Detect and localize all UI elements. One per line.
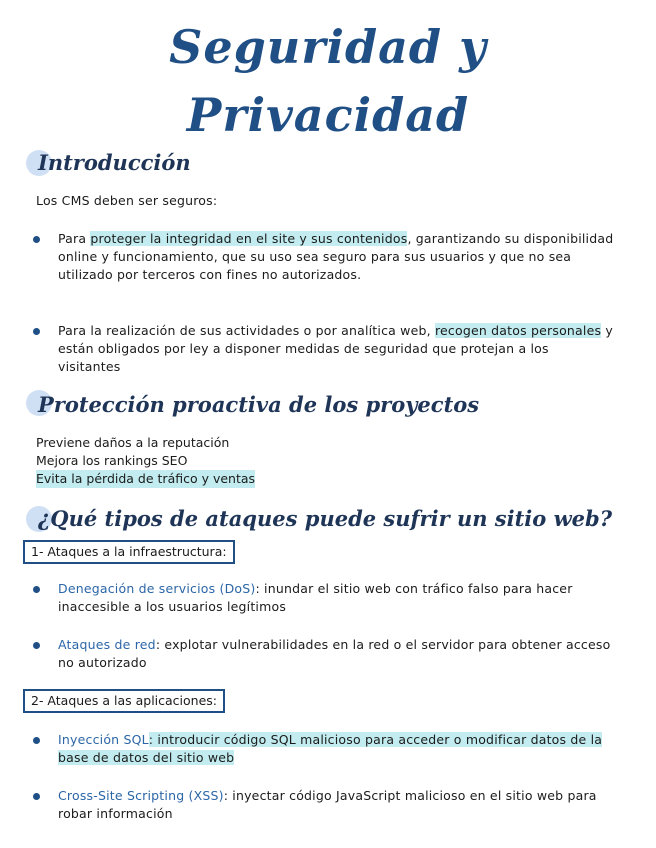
attack-category-box-apps: 2- Ataques a las aplicaciones: (23, 689, 225, 713)
bullet-text: Para la realización de sus actividades o por analítica web, (58, 323, 435, 338)
attack-item-sql (30, 731, 615, 767)
attack-term: Denegación de servicios (DoS) (58, 581, 256, 596)
bullet-text: y están obligados por ley a disponer medidas de seguridad que protejan a los visitantes (58, 323, 613, 374)
section-heading-proactive: Protección proactiva de los proyectos (38, 392, 480, 417)
proactive-line: Mejora los rankings SEO (36, 453, 188, 468)
attack-desc: : introducir código SQL malicioso para acceder o modificar datos de la base de datos del sitio web (58, 732, 603, 765)
attack-category-box-infra: 1- Ataques a la infraestructura: (23, 540, 235, 564)
intro-bullet-2 (30, 322, 615, 376)
proactive-list (36, 434, 255, 488)
bullet-text: Para (58, 231, 91, 246)
attack-term: Inyección SQL (58, 732, 149, 747)
attack-desc: : explotar vulnerabilidades en la red o el servidor para obtener acceso no autorizado (58, 637, 611, 670)
intro-list-2 (30, 322, 615, 376)
proactive-line: Previene daños a la reputación (36, 435, 230, 450)
infra-list-2 (30, 636, 615, 672)
page-title-line-1: Seguridad y (169, 20, 487, 74)
attack-item-dos (30, 580, 615, 616)
section-heading-intro: Introducción (38, 150, 191, 175)
attack-term: Cross-Site Scripting (XSS) (58, 788, 224, 803)
apps-list-2 (30, 787, 615, 823)
attack-desc: : inundar el sitio web con tráfico falso para hacer inaccesible a los usuarios legítimos (58, 581, 573, 614)
attack-item-xss (30, 787, 615, 823)
infra-list (30, 580, 615, 616)
intro-bullet-1 (30, 230, 615, 284)
intro-list (30, 230, 615, 284)
apps-list (30, 731, 615, 767)
proactive-line: Evita la pérdida de tráfico y ventas (36, 471, 256, 486)
attack-item-network (30, 636, 615, 672)
section-heading-attacks: ¿Qué tipos de ataques puede sufrir un sitio web? (38, 506, 613, 531)
highlight-text: recogen datos personales (434, 323, 602, 338)
bullet-text: , garantizando su disponibilidad online y funcionamiento, que su uso sea seguro para sus usuarios y que no sea utilizado por terceros con fines no autorizados. (58, 231, 614, 282)
intro-lead: Los CMS deben ser seguros: (36, 193, 218, 208)
highlight-text: proteger la integridad en el site y sus contenidos (90, 231, 408, 246)
attack-term: Ataques de red (58, 637, 156, 652)
attack-desc: : inyectar código JavaScript malicioso en el sitio web para robar información (58, 788, 597, 821)
page-title-line-2: Privacidad (186, 88, 470, 142)
